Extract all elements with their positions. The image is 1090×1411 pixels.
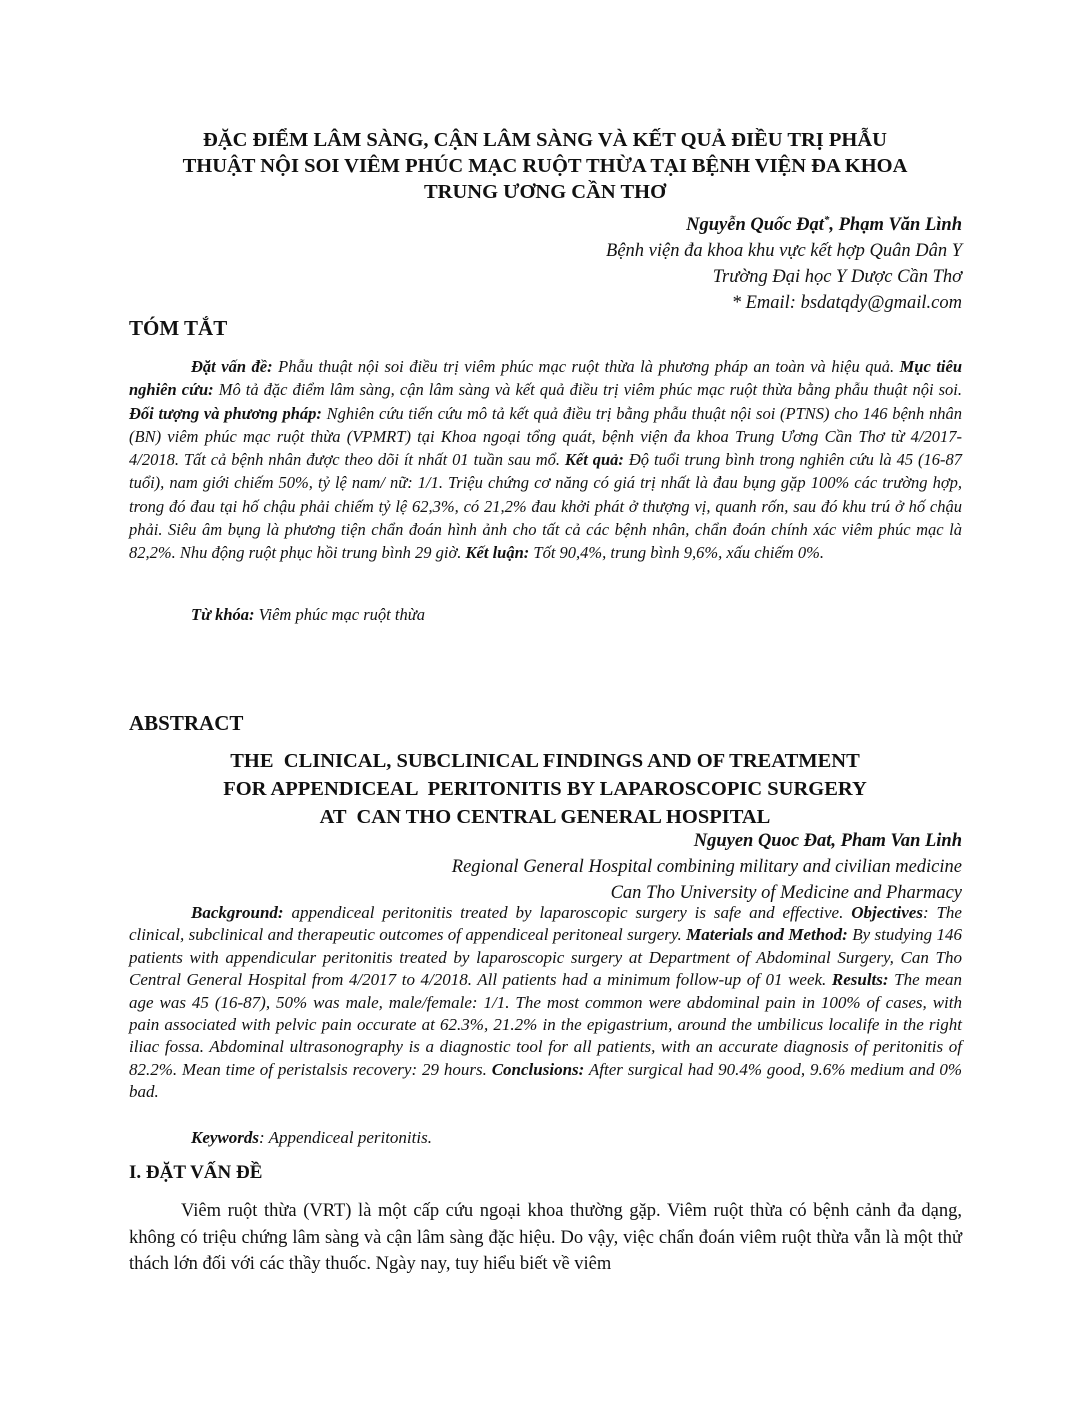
summary-methods-label: Đối tượng và phương pháp:	[129, 403, 322, 423]
vietnamese-affiliation-1: Bệnh viện đa khoa khu vực kết hợp Quân Dân Y	[606, 241, 962, 262]
english-affiliation-2: Can Tho University of Medicine and Pharmacy	[610, 883, 962, 903]
corresponding-author-mark: *	[823, 214, 830, 226]
summary-objective-label: Mục tiêu nghiên cứu:	[129, 357, 962, 400]
abstract-methods-label: Materials and Method:	[686, 925, 848, 945]
vietnamese-title-line-2: THUẬT NỘI SOI VIÊM PHÚC MẠC RUỘT THỪA TẠI BỆNH VIỆN ĐA KHOA	[182, 155, 908, 177]
abstract-methods-text: By studying 146 patients with appendicular peritonitis treated by laparoscopic surgery at Department of Abdominal Surgery, Can Tho Central General Hospital from 4/2017 to 4/2018. All patients had a minimum follow-up of 01 week.	[129, 925, 962, 990]
abstract-objectives-text: : The clinical, subclinical and therapeutic outcomes of appendiceal peritoneal surgery.	[129, 903, 962, 945]
english-title-line-1: THE CLINICAL, SUBCLINICAL FINDINGS AND OF TREATMENT	[230, 750, 860, 772]
english-affiliation-1: Regional General Hospital combining military and civilian medicine	[451, 857, 962, 877]
vietnamese-title-line-3: TRUNG ƯƠNG CẦN THƠ	[423, 181, 667, 203]
abstract-results-label: Results:	[831, 970, 889, 990]
abstract-background-text: appendiceal peritonitis treated by laparoscopic surgery is safe and effective.	[283, 903, 852, 922]
summary-methods-text: Nghiên cứu tiến cứu mô tả kết quả điều trị bằng phẫu thuật nội soi (PTNS) cho 146 bệnh nhân (BN) viêm phúc mạc ruột thừa (VPMRT) tại Khoa ngoại tổng quát, bệnh viện đa khoa Trung Ương Cần Thơ từ 4/2017-4/2018. Tất cả bệnh nhân được theo dõi ít nhất 01 tuần sau mổ.	[129, 403, 962, 470]
summary-conclusion-label: Kết luận:	[465, 543, 530, 563]
vietnamese-title	[120, 127, 970, 205]
vietnamese-keywords-label: Từ khóa:	[191, 605, 255, 624]
vietnamese-summary	[129, 355, 962, 565]
english-abstract	[129, 902, 962, 1104]
english-keywords	[191, 1126, 432, 1149]
summary-objective-text: Mô tả đặc điểm lâm sàng, cận lâm sàng và kết quả điều trị viêm phúc mạc ruột thừa bằng phẫu thuật nội soi.	[213, 380, 962, 400]
abstract-background-label: Background:	[191, 903, 284, 922]
vietnamese-keywords-text: Viêm phúc mạc ruột thừa	[254, 605, 425, 624]
english-keywords-label: Keywords	[191, 1128, 259, 1147]
vietnamese-title-line-1: ĐẶC ĐIỂM LÂM SÀNG, CẬN LÂM SÀNG VÀ KẾT QUẢ ĐIỀU TRỊ PHẪU	[203, 129, 887, 151]
abstract-conclusions-text: After surgical had 90.4% good, 9.6% medium and 0% bad.	[129, 1059, 962, 1102]
summary-conclusion-text: Tốt 90,4%, trung bình 9,6%, xấu chiếm 0%.	[529, 543, 824, 563]
summary-heading: TÓM TẮT	[129, 316, 228, 340]
section-1-paragraph: Viêm ruột thừa (VRT) là một cấp cứu ngoại khoa thường gặp. Viêm ruột thừa có bệnh cảnh đa dạng, không có triệu chứng lâm sàng và cận lâm sàng đặc hiệu. Do vậy, việc chẩn đoán viêm ruột thừa vẫn là một thử thách lớn đối với các thầy thuốc. Ngày nay, tuy hiểu biết về viêm	[129, 1201, 962, 1274]
contact-email: * Email: bsdatqdy@gmail.com	[731, 293, 962, 314]
english-title-line-3: AT CAN THO CENTRAL GENERAL HOSPITAL	[319, 806, 771, 828]
vietnamese-keywords	[191, 603, 425, 626]
english-title-line-2: FOR APPENDICEAL PERITONITIS BY LAPAROSCOPIC SURGERY	[223, 778, 867, 800]
vietnamese-author-block	[300, 207, 962, 316]
abstract-conclusions-label: Conclusions:	[491, 1059, 585, 1079]
abstract-objectives-label: Objectives	[851, 903, 923, 922]
summary-background-label: Đặt vấn đề:	[191, 357, 273, 376]
english-title	[120, 747, 970, 831]
summary-background-text: Phẫu thuật nội soi điều trị viêm phúc mạc ruột thừa là phương pháp an toàn và hiệu quả.	[272, 357, 900, 376]
english-authors: Nguyen Quoc Đat, Pham Van Linh	[693, 831, 962, 851]
english-keywords-text: : Appendiceal peritonitis.	[259, 1128, 432, 1147]
vietnamese-authors	[300, 207, 962, 238]
summary-results-label: Kết quả:	[564, 450, 624, 470]
english-author-block	[300, 828, 962, 906]
author-2-name: , Phạm Văn Lình	[829, 215, 962, 236]
abstract-results-text: The mean age was 45 (16-87), 50% was male, male/female: 1/1. The most common were abdominal pain in 100% of cases, with pain associated with pelvic pain occurate at 62.3%, 21.2% in the epigastrium, around the umbilicus localife in the right iliac fossa. Abdominal ultrasonography is a diagnostic tool for all patients, with an accurate diagnosis of peritonitis of 82.2%. Mean time of peristalsis recovery: 29 hours.	[129, 970, 962, 1079]
vietnamese-affiliation-2: Trường Đại học Y Dược Cần Thơ	[712, 267, 962, 288]
section-1-heading: I. ĐẶT VẤN ĐỀ	[129, 1162, 263, 1183]
summary-results-text: Độ tuổi trung bình trong nghiên cứu là 45 (16-87 tuổi), nam giới chiếm 50%, tỷ lệ nam/ nữ: 1/1. Triệu chứng cơ năng có giá trị nhất là đau bụng gặp 100% các trường hợp, trong đó đau tại hố chậu phải chiếm tỷ lệ 62,3%, có 21,2% đau khởi phát ở thượng vị, quanh rốn, sau đó khu trú ở hố chậu phải. Siêu âm bụng là phương tiện chẩn đoán hình ảnh cho tất cả các bệnh nhân, chẩn đoán chính xác viêm phúc mạc là 82,2%. Nhu động ruột phục hồi trung bình 29 giờ.	[129, 450, 963, 563]
author-1-name: Nguyễn Quốc Đạt	[686, 215, 824, 236]
abstract-heading: ABSTRACT	[129, 711, 244, 735]
